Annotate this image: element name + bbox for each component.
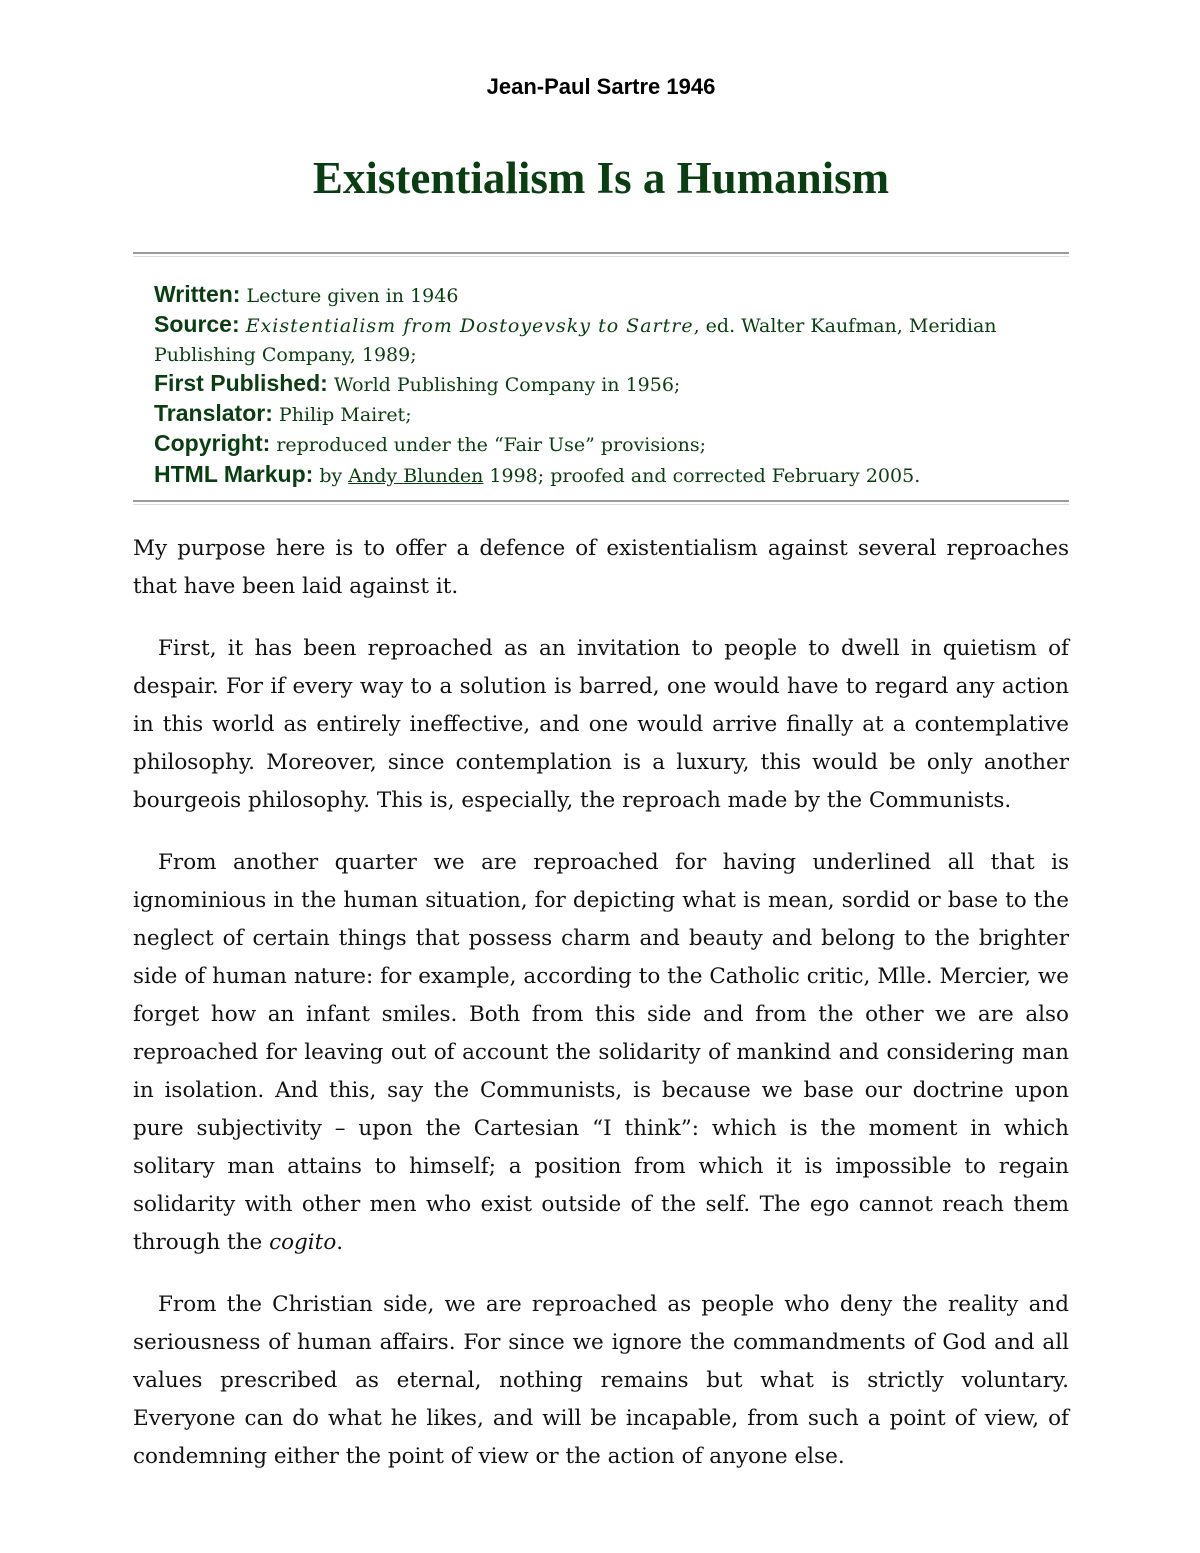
meta-copyright xyxy=(154,429,1054,459)
paragraph-2: First, it has been reproached as an invitation to people to dwell in quietism of despair. For if every way to a solution is barred, one would have to regard any action in this world as entirely ineffective, and one would arrive finally at a contemplative philosophy. Moreover, since contemplation is a luxury, this would be only another bourgeois philosophy. This is, especially, the reproach made by the Communists. xyxy=(133,636,1069,813)
meta-markup-by: by xyxy=(319,464,343,487)
meta-source xyxy=(154,310,1054,369)
meta-source-label: Source: xyxy=(154,311,240,338)
meta-source-value: , ed. Walter Kaufman, Meridian Publishing Company, 1989; xyxy=(154,315,997,366)
andy-blunden-link[interactable]: Andy Blunden xyxy=(348,464,484,487)
meta-first-published xyxy=(154,369,1054,399)
metadata-block xyxy=(154,280,1054,490)
page-title: Existentialism Is a Humanism xyxy=(312,153,890,203)
meta-written xyxy=(154,280,1054,310)
top-divider xyxy=(133,252,1069,257)
paragraph-1: My purpose here is to offer a defence of existentialism against several reproaches that have been laid against it. xyxy=(133,536,1069,599)
meta-written-value: Lecture given in 1946 xyxy=(246,285,459,307)
meta-first-published-label: First Published: xyxy=(154,369,328,396)
cogito-term: cogito xyxy=(269,1230,337,1255)
paragraph-3-end: . xyxy=(336,1230,344,1255)
meta-copyright-label: Copyright: xyxy=(154,430,271,457)
meta-markup-value: 1998; proofed and corrected February 2005. xyxy=(489,464,921,487)
meta-first-published-value: World Publishing Company in 1956; xyxy=(333,373,681,396)
paragraph-3 xyxy=(133,844,1069,1262)
paragraph-4: From the Christian side, we are reproached as people who deny the reality and seriousness of human affairs. For since we ignore the commandments of God and all values prescribed as eternal, nothing remains but what is strictly voluntary. Everyone can do what he likes, and will be incapable, from such a point of view, of condemning either the point of view or the action of anyone else. xyxy=(133,1292,1069,1469)
meta-source-book-title: Existentialism from Dostoyevsky to Sartre xyxy=(245,315,694,338)
article-body xyxy=(133,530,1069,1500)
bottom-divider xyxy=(133,500,1069,505)
meta-copyright-value: reproduced under the “Fair Use” provisions; xyxy=(276,434,707,457)
meta-html-markup xyxy=(154,460,1054,490)
meta-written-label: Written: xyxy=(154,281,241,307)
author-heading: Jean-Paul Sartre 1946 xyxy=(486,74,716,99)
meta-html-markup-label: HTML Markup: xyxy=(154,460,314,487)
meta-translator xyxy=(154,399,1054,429)
meta-translator-label: Translator: xyxy=(154,400,273,427)
paragraph-3-text: From another quarter we are reproached for having underlined all that is ignominious in the human situation, for depicting what is mean, sordid or base to the neglect of certain things that possess charm and beauty and belong to the brighter side of human nature: for example, according to the Catholic critic, Mlle. Mercier, we forget how an infant smiles. Both from this side and from the other we are also reproached for leaving out of account the solidarity of mankind and considering man in isolation. And this, say the Communists, is because we base our doctrine upon pure subjectivity – upon the Cartesian “I think”: which is the moment in which solitary man attains to himself; a position from which it is impossible to regain solidarity with other men who exist outside of the self. The ego cannot reach them through the xyxy=(133,850,1069,1255)
meta-translator-value: Philip Mairet; xyxy=(278,404,412,427)
